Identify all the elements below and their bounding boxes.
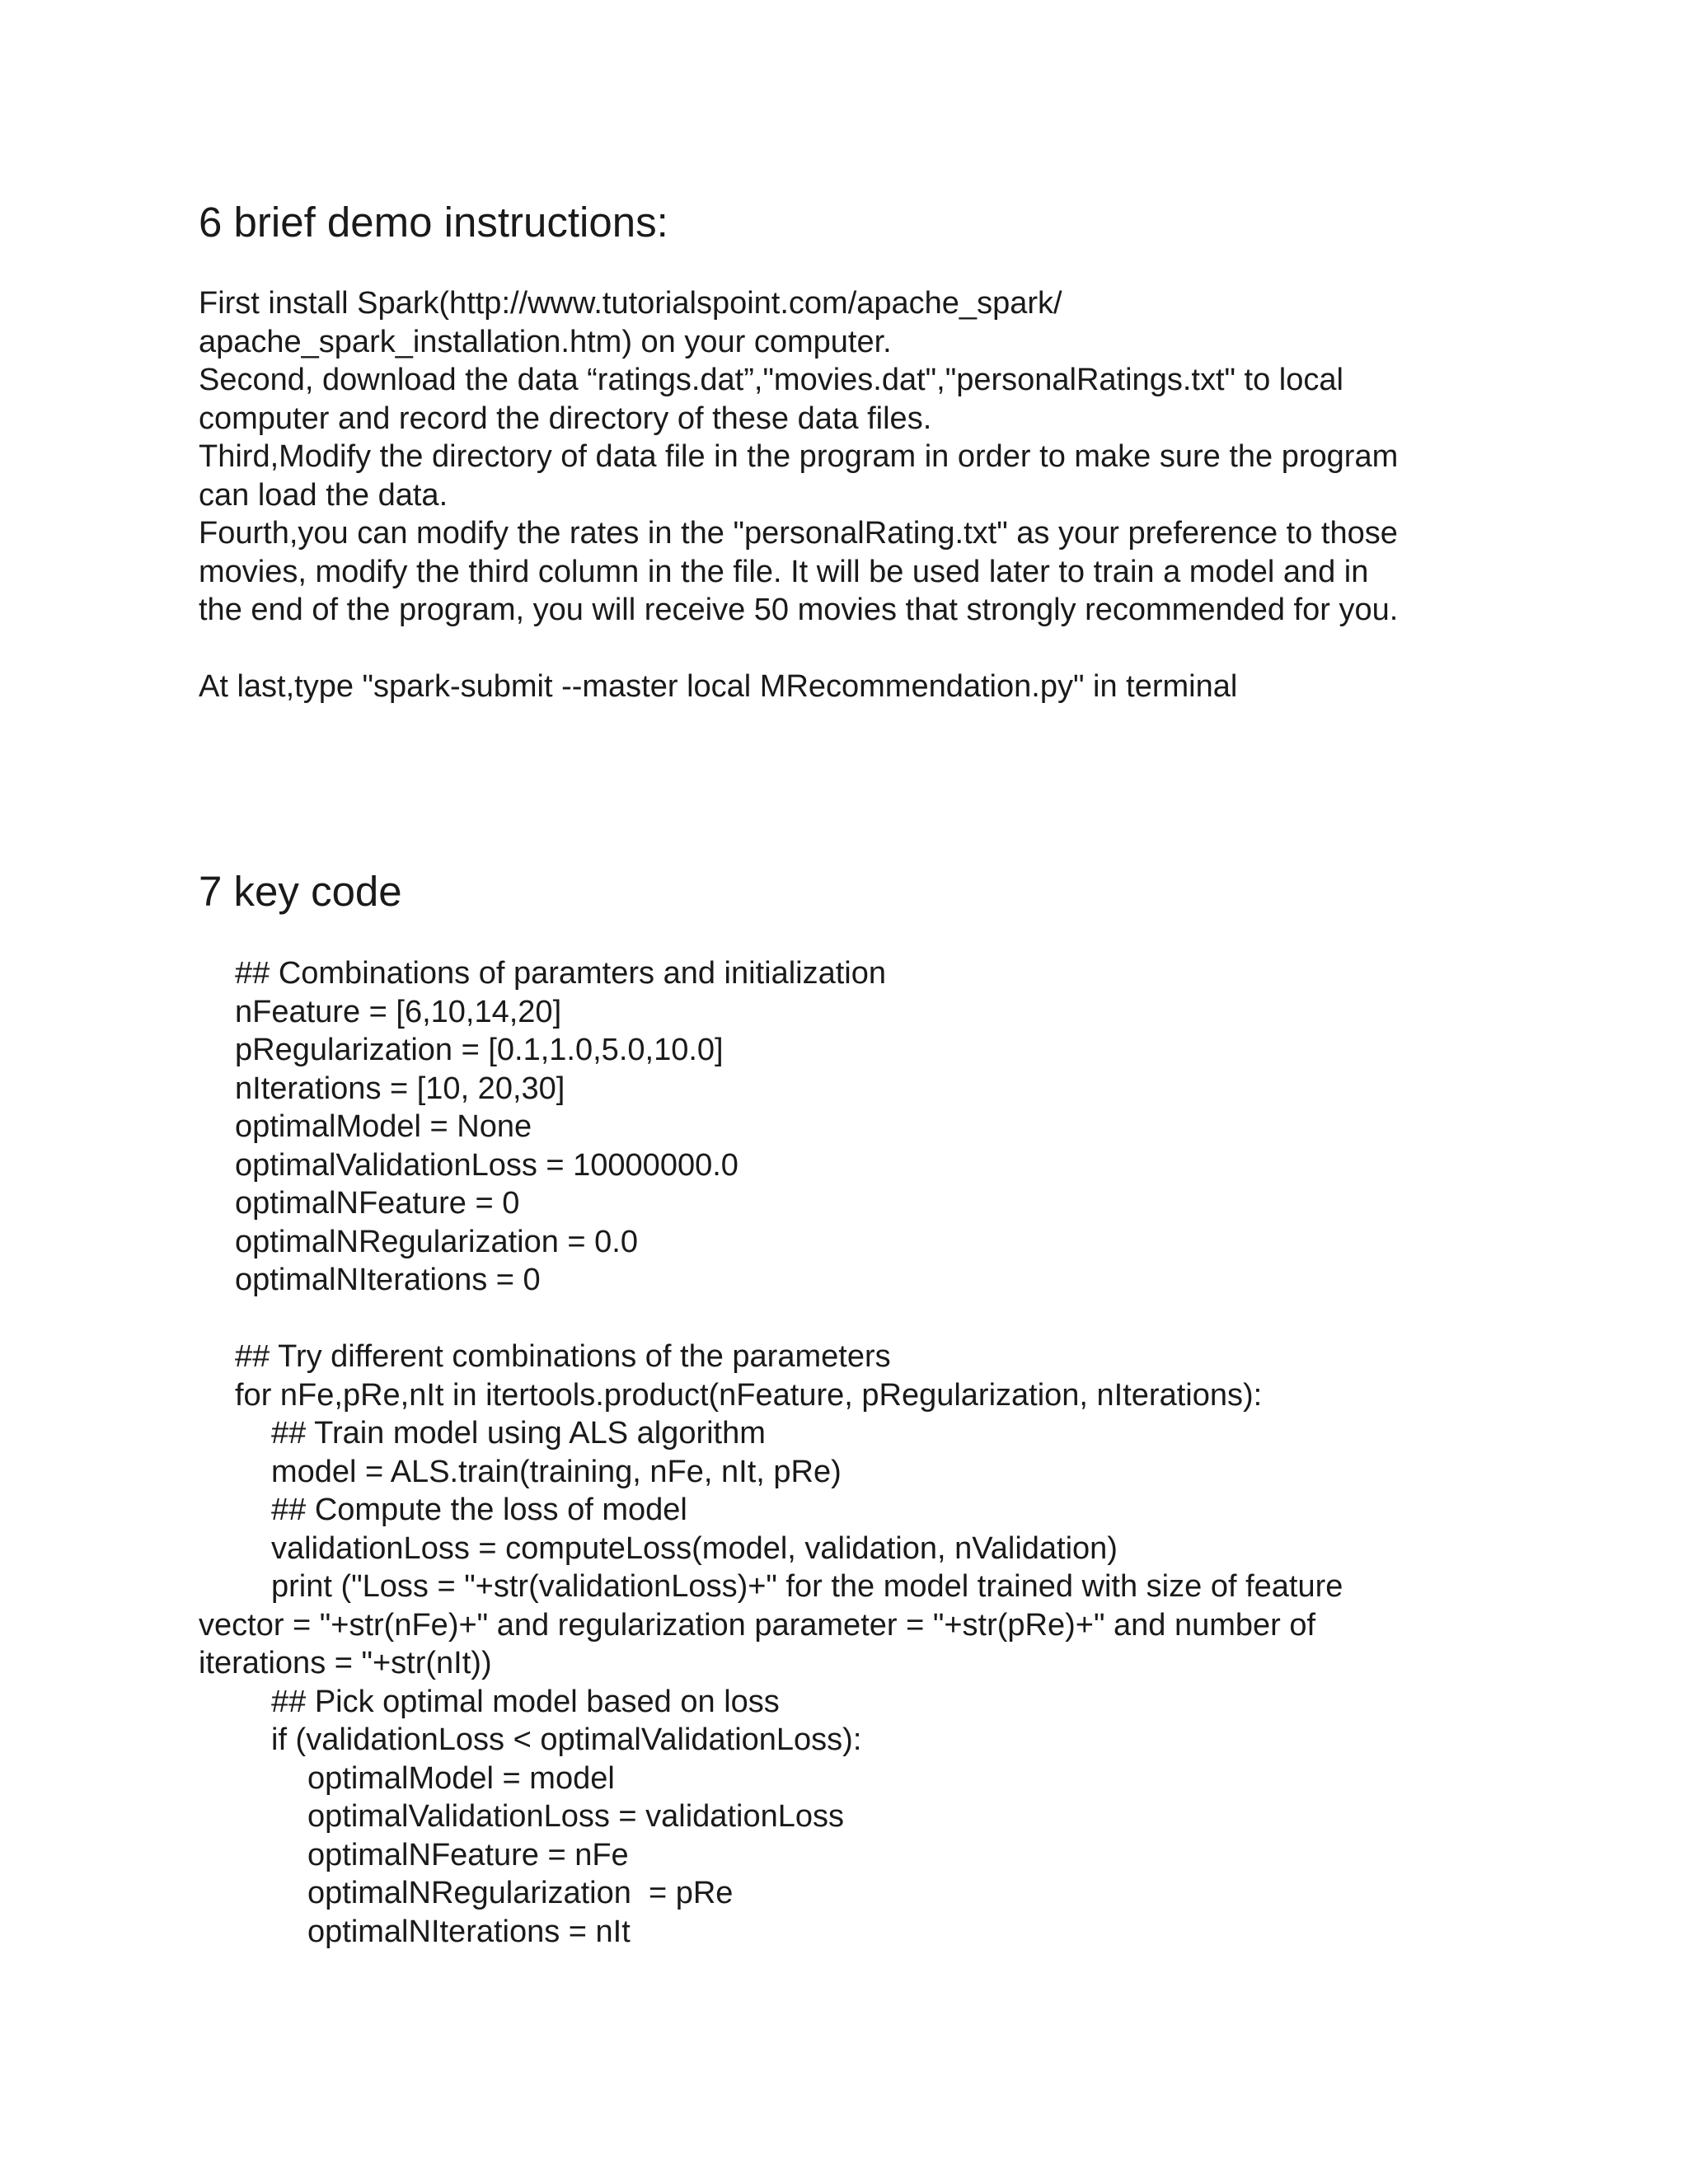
code-line: ## Combinations of paramters and initialization — [235, 956, 886, 991]
code-line: optimalModel = model — [307, 1760, 615, 1796]
instruction-line: Fourth,you can modify the rates in the "personalRating.txt" as your preference to those — [199, 516, 1398, 551]
code-line: print ("Loss = "+str(validationLoss)+" for the model trained with size of feature — [271, 1569, 1343, 1604]
instruction-line: the end of the program, you will receive 50 movies that strongly recommended for you. — [199, 593, 1399, 627]
code-line: ## Train model using ALS algorithm — [271, 1416, 766, 1451]
code-line: ## Compute the loss of model — [271, 1493, 687, 1527]
code-line: model = ALS.train(training, nFe, nIt, pRe) — [271, 1454, 842, 1489]
code-line: ## Try different combinations of the parameters — [235, 1339, 891, 1374]
code-line: optimalValidationLoss = 10000000.0 — [235, 1147, 738, 1183]
code-line: iterations = "+str(nIt)) — [199, 1646, 492, 1680]
instruction-line: First install Spark(http://www.tutorialspoint.com/apache_spark/ — [199, 286, 1062, 321]
instruction-line: can load the data. — [199, 477, 448, 513]
code-line: optimalNIterations = nIt — [307, 1914, 631, 1949]
instruction-line: movies, modify the third column in the file. It will be used later to train a model and in — [199, 554, 1369, 589]
last-step-line: At last,type "spark-submit --master local MRecommendation.py" in terminal — [199, 669, 1238, 704]
instruction-line: apache_spark_installation.htm) on your computer. — [199, 324, 892, 359]
code-line: if (validationLoss < optimalValidationLoss): — [271, 1722, 862, 1757]
demo-instructions — [199, 284, 1484, 630]
last-step-instruction — [199, 668, 1484, 706]
code-line: optimalNFeature = 0 — [235, 1186, 520, 1221]
code-line: vector = "+str(nFe)+" and regularization parameter = "+str(pRe)+" and number of — [199, 1607, 1316, 1643]
section-6-heading: 6 brief demo instructions: — [199, 199, 668, 246]
code-line: optimalValidationLoss = validationLoss — [307, 1799, 844, 1834]
code-line: optimalNRegularization = 0.0 — [235, 1224, 638, 1259]
code-line: optimalModel = None — [235, 1109, 532, 1144]
instruction-line: computer and record the directory of these data files. — [199, 401, 932, 436]
section-7-heading: 7 key code — [199, 868, 402, 915]
instruction-line: Third,Modify the directory of data file in the program in order to make sure the program — [199, 439, 1399, 474]
code-line: optimalNFeature = nFe — [307, 1837, 629, 1872]
code-line: optimalNIterations = 0 — [235, 1263, 541, 1297]
key-code-block — [199, 954, 1484, 1951]
code-line: for nFe,pRe,nIt in itertools.product(nFeature, pRegularization, nIterations): — [235, 1377, 1263, 1413]
code-line: nIterations = [10, 20,30] — [235, 1071, 565, 1106]
code-line: optimalNRegularization = pRe — [307, 1876, 734, 1910]
code-line: ## Pick optimal model based on loss — [271, 1684, 780, 1719]
code-line: validationLoss = computeLoss(model, validation, nValidation) — [271, 1530, 1118, 1566]
code-blank-line — [199, 1300, 1484, 1338]
instruction-line: Second, download the data “ratings.dat”,"movies.dat","personalRatings.txt" to local — [199, 363, 1343, 397]
code-line: nFeature = [6,10,14,20] — [235, 994, 562, 1029]
code-line: pRegularization = [0.1,1.0,5.0,10.0] — [235, 1033, 724, 1067]
